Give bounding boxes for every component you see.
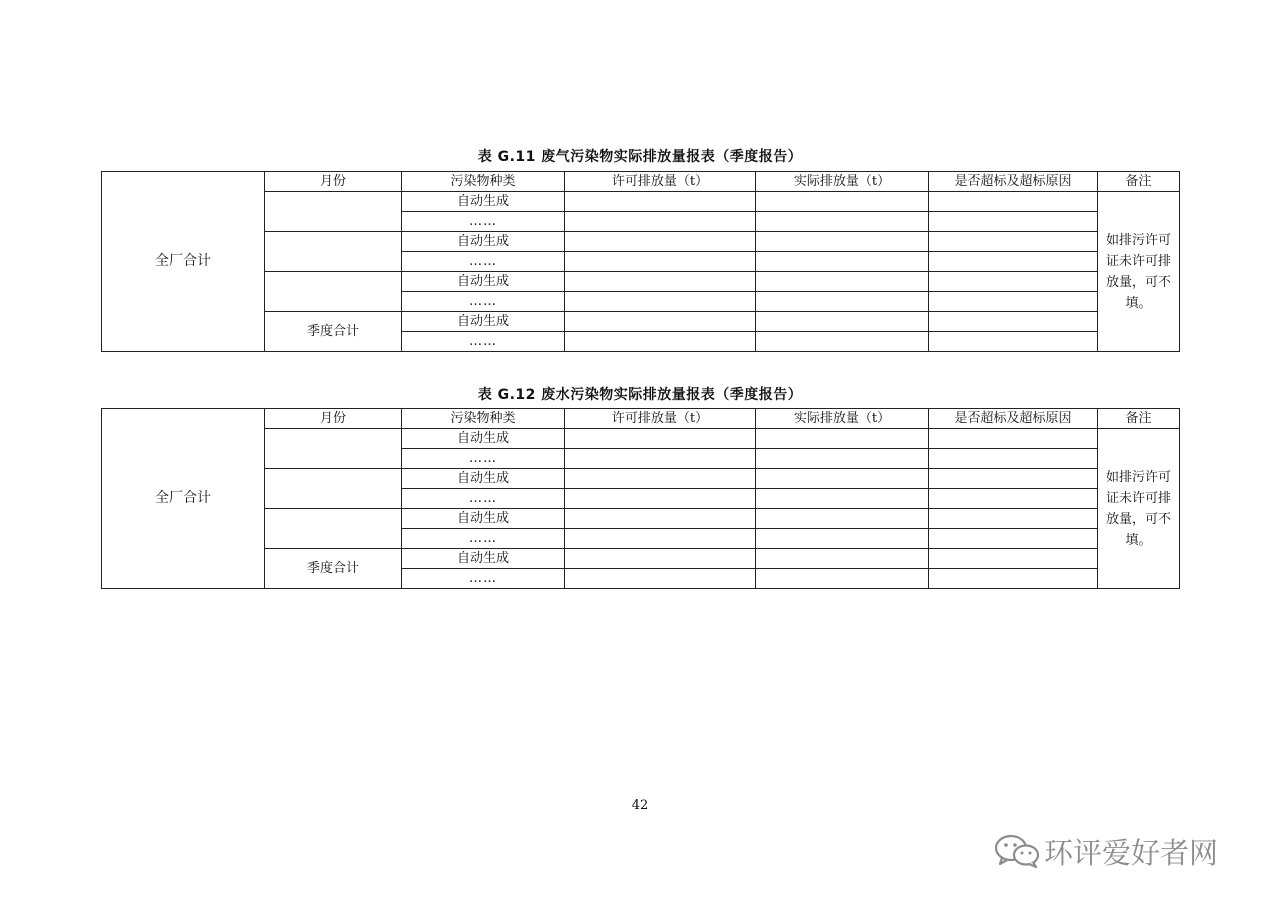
month-cell[interactable] <box>265 429 402 469</box>
month-cell[interactable] <box>265 192 402 232</box>
permitted-cell[interactable] <box>565 489 756 509</box>
actual-cell[interactable] <box>756 429 929 449</box>
permitted-cell[interactable] <box>565 332 756 352</box>
pollutant-cell: …… <box>402 449 565 469</box>
actual-cell[interactable] <box>756 312 929 332</box>
permitted-cell[interactable] <box>565 429 756 449</box>
actual-cell[interactable] <box>756 272 929 292</box>
header-permitted-amount: 许可排放量（t） <box>565 409 756 429</box>
pollutant-cell: 自动生成 <box>402 232 565 252</box>
header-remarks: 备注 <box>1098 409 1180 429</box>
exceed-cell[interactable] <box>929 272 1098 292</box>
exceed-cell[interactable] <box>929 292 1098 312</box>
report-table <box>101 408 1180 589</box>
pollutant-cell: …… <box>402 489 565 509</box>
watermark <box>992 829 1242 873</box>
plant-total-cell: 全厂合计 <box>102 409 265 589</box>
permitted-cell[interactable] <box>565 509 756 529</box>
month-cell[interactable] <box>265 272 402 312</box>
exceed-cell[interactable] <box>929 232 1098 252</box>
remarks-note: 如排污许可证未许可排放量，可不填。 <box>1098 192 1180 352</box>
header-pollutant-type: 污染物种类 <box>402 172 565 192</box>
remarks-note: 如排污许可证未许可排放量，可不填。 <box>1098 429 1180 589</box>
actual-cell[interactable] <box>756 332 929 352</box>
report-table <box>101 171 1180 352</box>
actual-cell[interactable] <box>756 232 929 252</box>
permitted-cell[interactable] <box>565 192 756 212</box>
header-month: 月份 <box>265 172 402 192</box>
actual-cell[interactable] <box>756 549 929 569</box>
pollutant-cell: 自动生成 <box>402 192 565 212</box>
permitted-cell[interactable] <box>565 469 756 489</box>
pollutant-cell: …… <box>402 292 565 312</box>
permitted-cell[interactable] <box>565 232 756 252</box>
pollutant-cell: 自动生成 <box>402 469 565 489</box>
permitted-cell[interactable] <box>565 272 756 292</box>
pollutant-cell: 自动生成 <box>402 509 565 529</box>
permitted-cell[interactable] <box>565 252 756 272</box>
actual-cell[interactable] <box>756 509 929 529</box>
exceed-cell[interactable] <box>929 252 1098 272</box>
exceed-cell[interactable] <box>929 469 1098 489</box>
quarter-total-cell: 季度合计 <box>265 312 402 352</box>
permitted-cell[interactable] <box>565 312 756 332</box>
exceed-cell[interactable] <box>929 212 1098 232</box>
actual-cell[interactable] <box>756 469 929 489</box>
plant-total-cell: 全厂合计 <box>102 172 265 352</box>
exceed-cell[interactable] <box>929 489 1098 509</box>
header-pollutant-type: 污染物种类 <box>402 409 565 429</box>
header-permitted-amount: 许可排放量（t） <box>565 172 756 192</box>
header-exceed-reason: 是否超标及超标原因 <box>929 409 1098 429</box>
actual-cell[interactable] <box>756 292 929 312</box>
exceed-cell[interactable] <box>929 529 1098 549</box>
actual-cell[interactable] <box>756 569 929 589</box>
pollutant-cell: …… <box>402 332 565 352</box>
actual-cell[interactable] <box>756 449 929 469</box>
header-month: 月份 <box>265 409 402 429</box>
quarter-total-cell: 季度合计 <box>265 549 402 589</box>
wechat-icon <box>992 833 1042 869</box>
pollutant-cell: …… <box>402 252 565 272</box>
pollutant-cell: …… <box>402 529 565 549</box>
exceed-cell[interactable] <box>929 569 1098 589</box>
pollutant-cell: 自动生成 <box>402 429 565 449</box>
exceed-cell[interactable] <box>929 429 1098 449</box>
pollutant-cell: 自动生成 <box>402 272 565 292</box>
permitted-cell[interactable] <box>565 569 756 589</box>
pollutant-cell: …… <box>402 212 565 232</box>
permitted-cell[interactable] <box>565 529 756 549</box>
page-number: 42 <box>631 798 649 813</box>
header-remarks: 备注 <box>1098 172 1180 192</box>
actual-cell[interactable] <box>756 529 929 549</box>
actual-cell[interactable] <box>756 212 929 232</box>
month-cell[interactable] <box>265 232 402 272</box>
watermark-text: 环评爱好者网 <box>1044 836 1219 870</box>
permitted-cell[interactable] <box>565 549 756 569</box>
permitted-cell[interactable] <box>565 292 756 312</box>
pollutant-cell: 自动生成 <box>402 312 565 332</box>
actual-cell[interactable] <box>756 489 929 509</box>
header-actual-amount: 实际排放量（t） <box>756 172 929 192</box>
exceed-cell[interactable] <box>929 312 1098 332</box>
permitted-cell[interactable] <box>565 449 756 469</box>
pollutant-cell: …… <box>402 569 565 589</box>
exceed-cell[interactable] <box>929 192 1098 212</box>
month-cell[interactable] <box>265 509 402 549</box>
pollutant-cell: 自动生成 <box>402 549 565 569</box>
actual-cell[interactable] <box>756 192 929 212</box>
exceed-cell[interactable] <box>929 509 1098 529</box>
table-caption: 表 G.12 废水污染物实际排放量报表（季度报告） <box>477 387 803 403</box>
month-cell[interactable] <box>265 469 402 509</box>
exceed-cell[interactable] <box>929 332 1098 352</box>
permitted-cell[interactable] <box>565 212 756 232</box>
exceed-cell[interactable] <box>929 449 1098 469</box>
header-exceed-reason: 是否超标及超标原因 <box>929 172 1098 192</box>
table-caption: 表 G.11 废气污染物实际排放量报表（季度报告） <box>477 149 803 165</box>
exceed-cell[interactable] <box>929 549 1098 569</box>
header-actual-amount: 实际排放量（t） <box>756 409 929 429</box>
actual-cell[interactable] <box>756 252 929 272</box>
